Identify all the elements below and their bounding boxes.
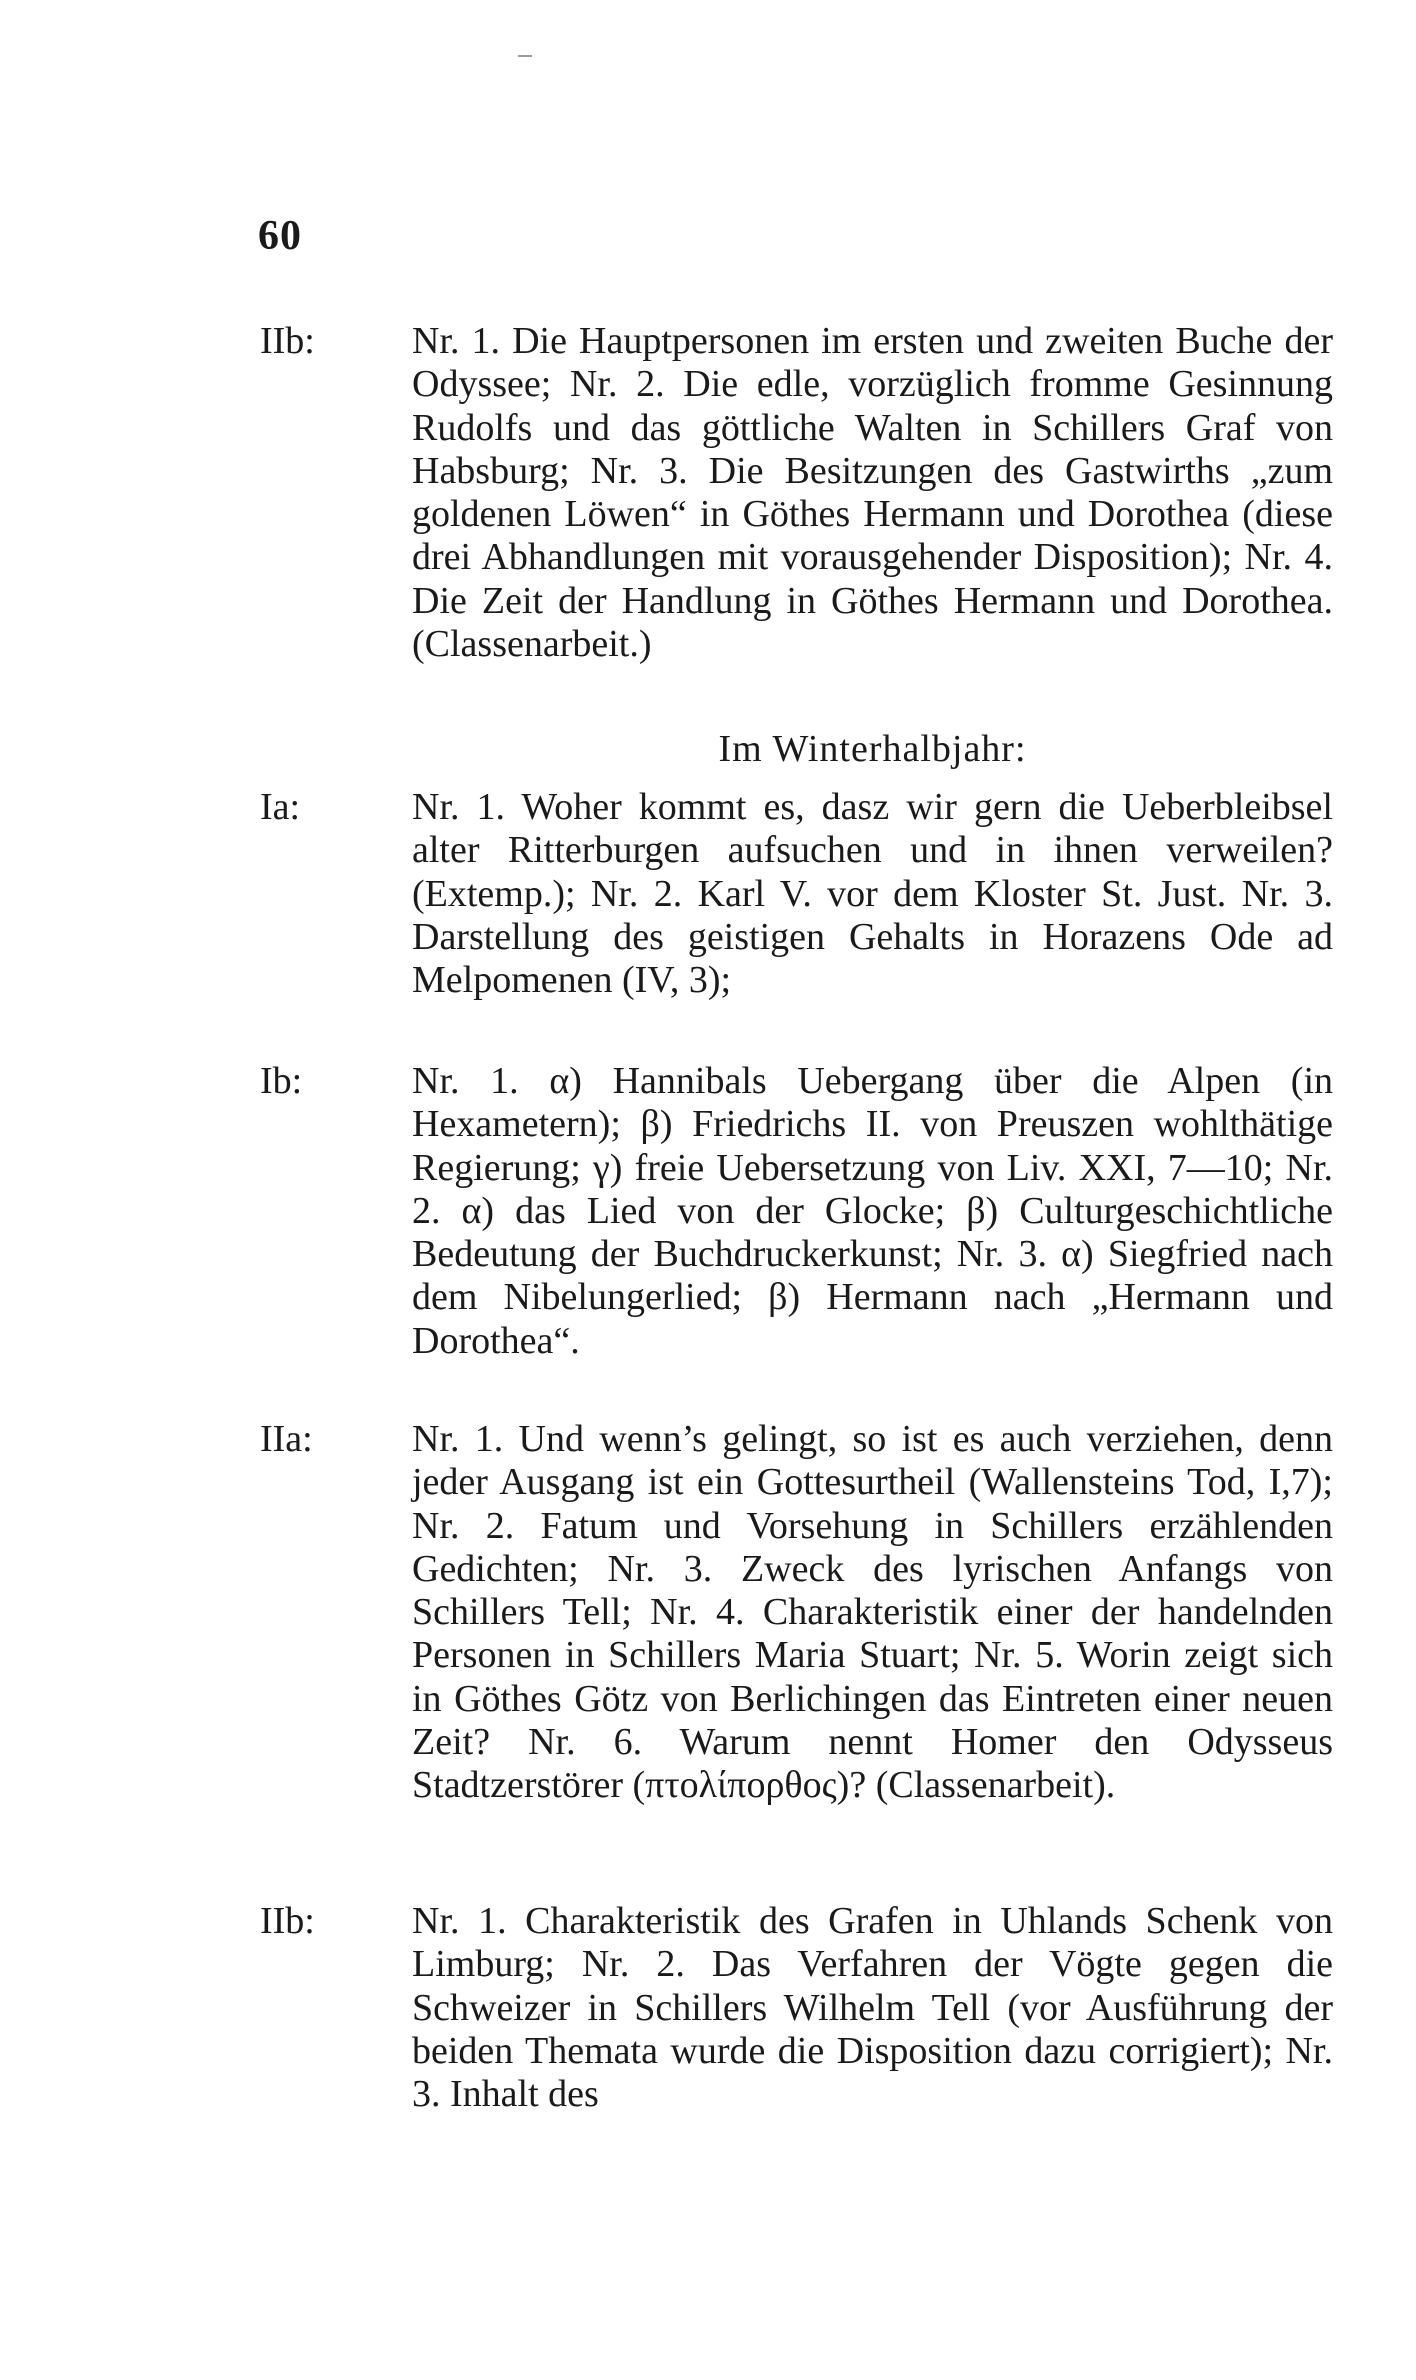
entry-text: Nr. 1. Woher kommt es, dasz wir gern die Ueberbleibsel alter Ritterburgen aufsuchen und in ihnen verweilen? (Extemp.); Nr. 2. Karl V. vor dem Kloster St. Just. Nr. 3. Darstellung des geistigen Gehalts in Horazens Ode ad Melpomenen (IV, 3); xyxy=(412,786,1333,1002)
entry-text: Nr. 1. Charakteristik des Grafen in Uhlands Schenk von Limburg; Nr. 2. Das Verfahren der Vögte gegen die Schweizer in Schillers Wilhelm Tell (vor Ausführung der beiden Themata wurde die Disposition dazu corrigiert); Nr. 3. Inhalt des xyxy=(412,1900,1333,2116)
entry-iib-winter xyxy=(260,1900,1335,2116)
entry-label: IIb: xyxy=(260,320,315,362)
page-number: 60 xyxy=(258,213,302,259)
entry-text: Nr. 1. Die Hauptpersonen im ersten und zweiten Buche der Odyssee; Nr. 2. Die edle, vorzüglich fromme Gesinnung Rudolfs und das göttliche Walten in Schillers Graf von Habsburg; Nr. 3. Die Besitzungen des Gastwirths „zum goldenen Löwen“ in Göthes Hermann und Dorothea (diese drei Abhandlungen mit vorausgehender Disposition); Nr. 4. Die Zeit der Handlung in Göthes Hermann und Dorothea. (Classenarbeit.) xyxy=(412,320,1333,666)
entry-text: Nr. 1. Und wenn’s gelingt, so ist es auch verziehen, denn jeder Ausgang ist ein Gottesurtheil (Wallensteins Tod, I,7); Nr. 2. Fatum und Vorsehung in Schillers erzählenden Gedichten; Nr. 3. Zweck des lyrischen Anfangs von Schillers Tell; Nr. 4. Charakteristik einer der handelnden Personen in Schillers Maria Stuart; Nr. 5. Worin zeigt sich in Göthes Götz von Berlichingen das Eintreten einer neuen Zeit? Nr. 6. Warum nennt Homer den Odysseus Stadtzerstörer (πτολίπορθος)? (Classenarbeit). xyxy=(412,1418,1333,1807)
entry-iib-summer xyxy=(260,320,1335,666)
entry-text: Nr. 1. α) Hannibals Uebergang über die Alpen (in Hexametern); β) Friedrichs II. von Preuszen wohlthätige Regierung; γ) freie Uebersetzung von Liv. XXI, 7—10; Nr. 2. α) das Lied von der Glocke; β) Culturgeschichtliche Bedeutung der Buchdruckerkunst; Nr. 3. α) Siegfried nach dem Nibelungerlied; β) Hermann nach „Hermann und Dorothea“. xyxy=(412,1060,1333,1362)
entry-label: IIa: xyxy=(260,1418,313,1460)
entry-label: Ia: xyxy=(260,786,301,828)
entry-label: IIb: xyxy=(260,1900,315,1942)
print-mark xyxy=(518,55,532,57)
entry-iia xyxy=(260,1418,1335,1808)
entry-label: Ib: xyxy=(260,1060,303,1102)
entry-ib xyxy=(260,1060,1335,1363)
entry-ia xyxy=(260,786,1335,1002)
section-heading-winter: Im Winterhalbjahr: xyxy=(718,728,1027,770)
